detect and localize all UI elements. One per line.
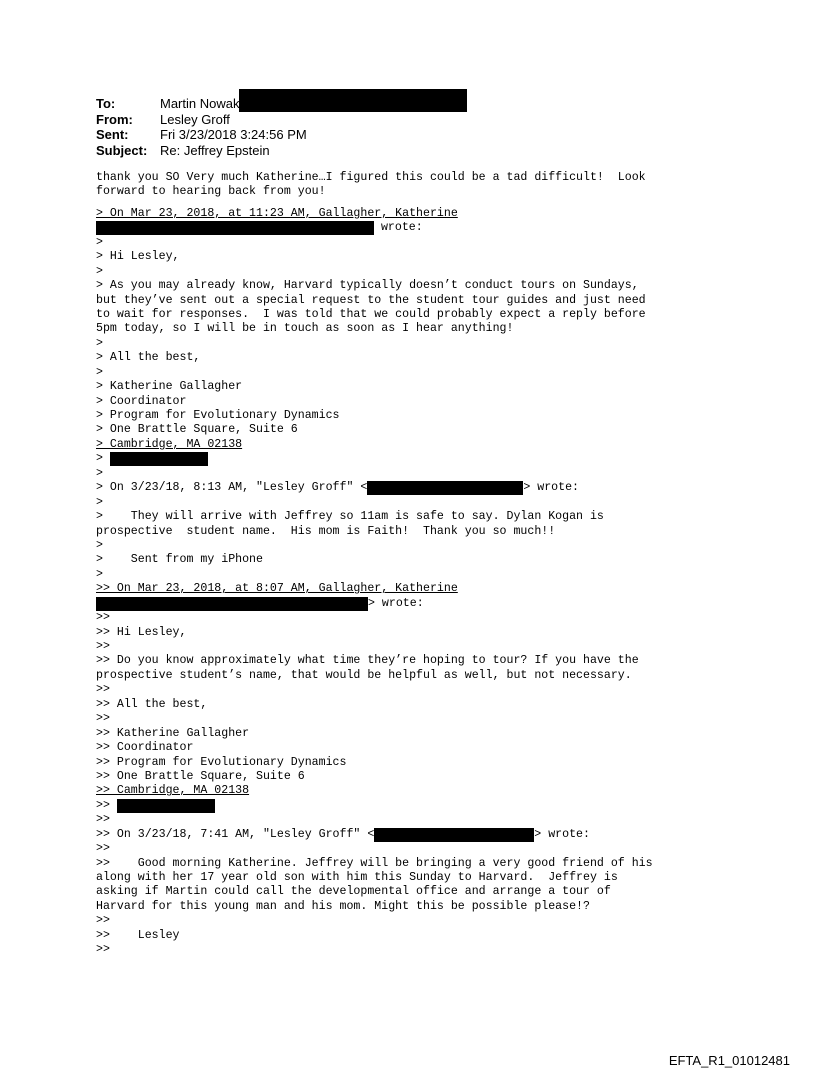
body-line: > They will arrive with Jeffrey so 11am is safe to say. Dylan Kogan is — [96, 510, 604, 524]
document-id: EFTA_R1_01012481 — [668, 1053, 790, 1068]
subject-row — [96, 143, 467, 158]
quote-header-line: > On Mar 23, 2018, at 11:23 AM, Gallagher, Katherine — [96, 206, 458, 220]
body-line: 5pm today, so I will be in touch as soon as I hear anything! — [96, 322, 514, 336]
body-line: > — [96, 538, 103, 552]
subject-label: Subject: — [96, 142, 148, 158]
body-line — [96, 452, 756, 466]
body-line: >> — [96, 712, 110, 726]
body-line: along with her 17 year old son with him this Sunday to Harvard. Jeffrey is — [96, 871, 618, 884]
body-line: >> Program for Evolutionary Dynamics — [96, 755, 347, 769]
body-line: forward to hearing back from you! — [96, 185, 326, 199]
body-line: Harvard for this young man and his mom. Might this be possible please!? — [96, 899, 590, 913]
redaction-bar — [374, 828, 534, 842]
body-line: > Sent from my iPhone — [96, 553, 263, 567]
body-line: to wait for responses. I was told that we could probably expect a reply before — [96, 307, 646, 321]
body-line — [96, 481, 756, 495]
body-line: >> — [96, 611, 110, 625]
body-line: prospective student name. His mom is Faith! Thank you so much!! — [96, 524, 556, 538]
body-line: > — [96, 264, 103, 278]
body-line: > Hi Lesley, — [96, 250, 180, 264]
body-line: > Coordinator — [96, 394, 187, 408]
sent-label: Sent: — [96, 127, 129, 143]
redaction-bar — [96, 221, 374, 235]
body-line: >> All the best, — [96, 697, 208, 711]
sent-row — [96, 127, 467, 142]
body-line: > — [96, 567, 103, 581]
wrote-text: > wrote: — [523, 481, 580, 495]
quote-header-text: > On 3/23/18, 8:13 AM, "Lesley Groff" < — [96, 481, 368, 495]
body-line: prospective student’s name, that would be helpful as well, but not necessary. — [96, 668, 632, 682]
redaction-bar — [117, 799, 215, 813]
body-line: thank you SO Very much Katherine…I figured this could be a tad difficult! Look — [96, 171, 646, 184]
email-header — [96, 96, 467, 158]
body-line: > As you may already know, Harvard typically doesn’t conduct tours on Sundays, — [96, 279, 639, 293]
to-label: To: — [96, 96, 116, 111]
redaction-bar — [110, 452, 208, 466]
from-value: Lesley Groff — [160, 112, 230, 127]
body-line: > Katherine Gallagher — [96, 380, 243, 394]
body-line: > Cambridge, MA 02138 — [96, 437, 243, 451]
body-line: > — [96, 235, 103, 249]
body-line: >> Cambridge, MA 02138 — [96, 784, 250, 798]
wrote-text: > wrote: — [368, 596, 424, 610]
quote-marker: > — [96, 452, 110, 466]
body-line: > Program for Evolutionary Dynamics — [96, 409, 340, 422]
quote-header-text: >> On 3/23/18, 7:41 AM, "Lesley Groff" < — [96, 827, 375, 841]
body-line: >> Coordinator — [96, 741, 194, 755]
body-line: >> Good morning Katherine. Jeffrey will be bringing a very good friend of his — [96, 856, 653, 870]
body-line: > — [96, 495, 103, 509]
body-line: > — [96, 365, 103, 379]
to-row — [96, 96, 467, 112]
redaction-bar — [239, 89, 467, 112]
wrote-text: > wrote: — [534, 827, 590, 841]
to-value: Martin Nowak — [160, 96, 240, 111]
body-line: > One Brattle Square, Suite 6 — [96, 423, 298, 437]
body-line — [96, 828, 756, 842]
quote-marker: >> — [96, 798, 117, 812]
body-line: >> One Brattle Square, Suite 6 — [96, 769, 305, 783]
body-line — [96, 799, 756, 813]
sent-value: Fri 3/23/2018 3:24:56 PM — [160, 127, 307, 143]
body-line: >> — [96, 683, 110, 697]
body-line: >> — [96, 914, 110, 928]
body-line: >> Hi Lesley, — [96, 625, 187, 639]
quote-header-line: >> On Mar 23, 2018, at 8:07 AM, Gallagher, Katherine — [96, 582, 458, 596]
body-line: >> — [96, 813, 110, 827]
body-line: >> — [96, 943, 110, 957]
body-line: > — [96, 336, 103, 350]
subject-value: Re: Jeffrey Epstein — [160, 142, 270, 158]
body-line: >> Do you know approximately what time they’re hoping to tour? If you have the — [96, 654, 639, 668]
body-line: >> — [96, 842, 110, 856]
body-line: >> Katherine Gallagher — [96, 726, 250, 740]
from-row — [96, 112, 467, 127]
body-line — [96, 597, 756, 611]
wrote-text: wrote: — [374, 221, 423, 235]
body-line: > All the best, — [96, 351, 201, 365]
body-line: >> — [96, 640, 110, 653]
redaction-bar — [367, 481, 523, 495]
body-line: > — [96, 466, 103, 480]
email-body — [96, 171, 756, 958]
from-label: From: — [96, 112, 133, 127]
body-line: asking if Martin could call the developmental office and arrange a tour of — [96, 885, 611, 899]
redaction-bar — [96, 597, 368, 611]
body-line: >> Lesley — [96, 928, 180, 942]
body-line: but they’ve sent out a special request to the student tour guides and just need — [96, 293, 646, 307]
body-line — [96, 221, 756, 235]
